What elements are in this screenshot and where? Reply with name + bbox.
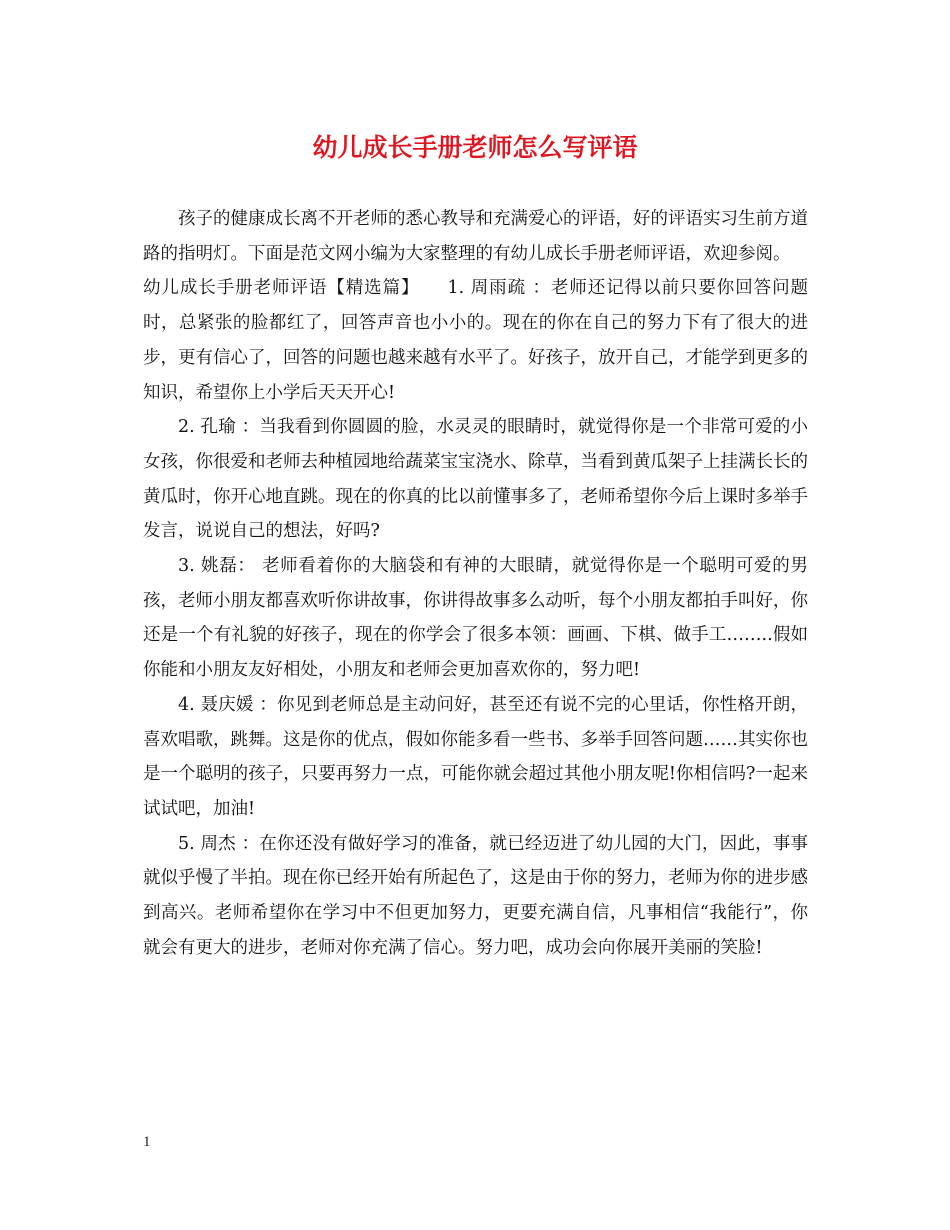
comment-paragraph-4: 4. 聂庆媛 ：你见到老师总是主动问好，甚至还有说不完的心里话，你性格开朗，喜欢唱歌，跳舞。这是你的优点，假如你能多看一些书、多举手回答问题……其实你也是一个聪明的孩子，只要再努力一点，可能你就会超过其他小朋友呢!你相信吗?一起来试试吧，加油!	[143, 694, 808, 819]
document-body	[143, 202, 808, 965]
comment-paragraph-1: 幼儿成长手册老师评语【精选篇】 1. 周雨疏 ：老师还记得以前只要你回答问题时，总紧张的脸都红了，回答声音也小小的。现在的你在自己的努力下有了很大的进步，更有信心了，回答的问题也越来越有水平了。好孩子，放开自己，才能学到更多的知识，希望你上小学后天天开心!	[143, 278, 808, 403]
page-number: 1	[143, 1134, 151, 1150]
comment-paragraph-5: 5. 周杰 ：在你还没有做好学习的准备，就已经迈进了幼儿园的大门，因此，事事就似乎慢了半拍。现在你已经开始有所起色了，这是由于你的努力，老师为你的进步感到高兴。老师希望你在学习中不但更加努力，更要充满自信，凡事相信“我能行”，你就会有更大的进步，老师对你充满了信心。努力吧，成功会向你展开美丽的笑脸!	[143, 833, 808, 958]
comment-paragraph-3: 3. 姚磊： 老师看着你的大脑袋和有神的大眼睛，就觉得你是一个聪明可爱的男孩，老师小朋友都喜欢听你讲故事，你讲得故事多么动听，每个小朋友都拍手叫好，你还是一个有礼貌的好孩子，现在的你学会了很多本领：画画、下棋、做手工……..假如你能和小朋友友好相处，小朋友和老师会更加喜欢你的，努力吧!	[143, 556, 808, 681]
document-title: 幼儿成长手册老师怎么写评语	[312, 133, 638, 162]
comment-paragraph-2: 2. 孔瑜 ：当我看到你圆圆的脸，水灵灵的眼睛时，就觉得你是一个非常可爱的小女孩，你很爱和老师去种植园地给蔬菜宝宝浇水、除草，当看到黄瓜架子上挂满长长的黄瓜时，你开心地直跳。现在的你真的比以前懂事多了，老师希望你今后上课时多举手发言，说说自己的想法，好吗?	[143, 417, 808, 542]
intro-paragraph: 孩子的健康成长离不开老师的悉心教导和充满爱心的评语，好的评语实习生前方道路的指明灯。下面是范文网小编为大家整理的有幼儿成长手册老师评语，欢迎参阅。	[143, 209, 808, 264]
